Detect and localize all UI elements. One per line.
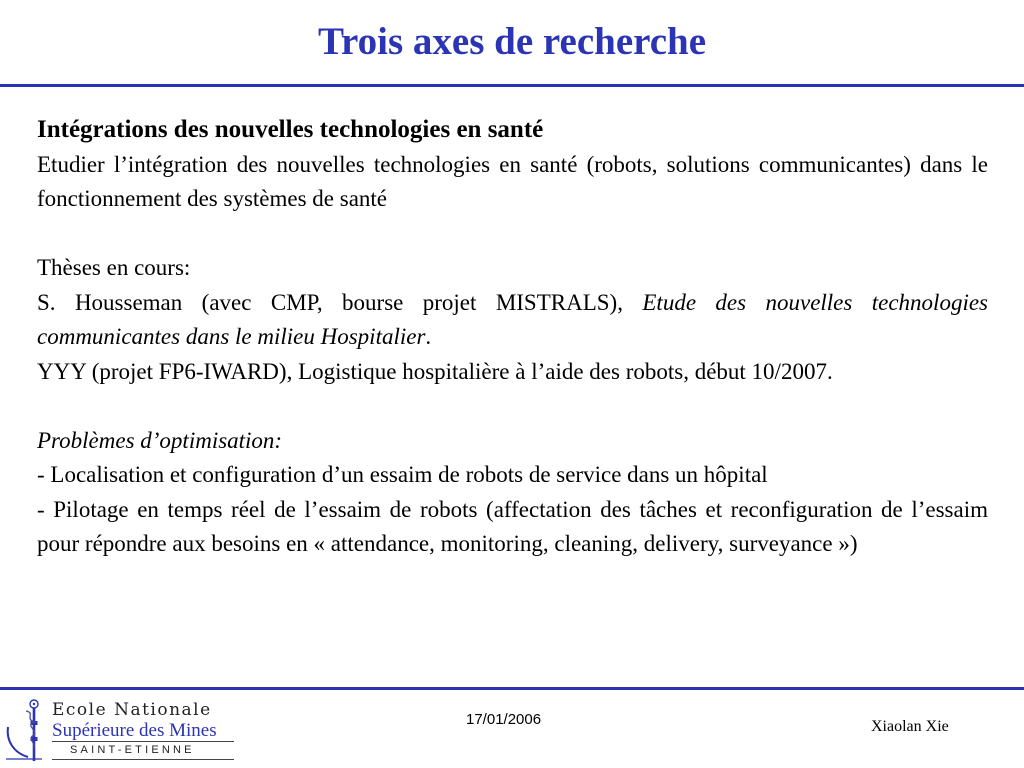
problem-item-2: - Pilotage en temps réel de l’essaim de robots (affectation des tâches et reconfiguration de l’essaim pour répondre aux besoins en « attendance, monitoring, cleaning, delivery, surveyance ») bbox=[37, 496, 988, 556]
title-divider bbox=[0, 84, 1024, 87]
logo-rule-bottom bbox=[52, 759, 234, 760]
thesis-1-title: Etude des nouvelles technologies communicantes dans le milieu Hospitalier bbox=[37, 289, 988, 349]
problems-label: Problèmes d’optimisation: bbox=[37, 427, 283, 453]
problem-item-1: - Localisation et configuration d’un essaim de robots de service dans un hôpital bbox=[37, 462, 768, 487]
logo-rule-top bbox=[52, 741, 234, 742]
logo-line-3: SAINT-ETIENNE bbox=[70, 744, 195, 756]
slide-title: Trois axes de recherche bbox=[317, 20, 707, 63]
thesis-item-1 bbox=[37, 286, 988, 355]
spacer bbox=[37, 217, 988, 252]
logo-line-2: Supérieure des Mines bbox=[52, 720, 217, 741]
thesis-1-end: . bbox=[425, 324, 432, 349]
footer-date: 17/01/2006 bbox=[466, 711, 542, 728]
thesis-item-2: YYY (projet FP6-IWARD), Logistique hospitalière à l’aide des robots, début 10/2007. bbox=[37, 358, 833, 384]
footer-author: Xiaolan Xie bbox=[871, 718, 949, 735]
theses-label: Thèses en cours: bbox=[37, 255, 191, 280]
slide-body bbox=[37, 113, 988, 562]
emblem-icon bbox=[4, 697, 48, 765]
school-logo bbox=[4, 697, 236, 765]
logo-line-1: Ecole Nationale bbox=[52, 700, 212, 720]
section-heading: Intégrations des nouvelles technologies en santé bbox=[37, 116, 544, 143]
footer-divider bbox=[0, 687, 1024, 690]
intro-paragraph: Etudier l’intégration des nouvelles technologies en santé (robots, solutions communicantes) dans le fonctionnement des systèmes de santé bbox=[37, 151, 988, 211]
spacer bbox=[37, 389, 988, 424]
thesis-1-text: S. Housseman (avec CMP, bourse projet MISTRALS), bbox=[37, 289, 643, 315]
